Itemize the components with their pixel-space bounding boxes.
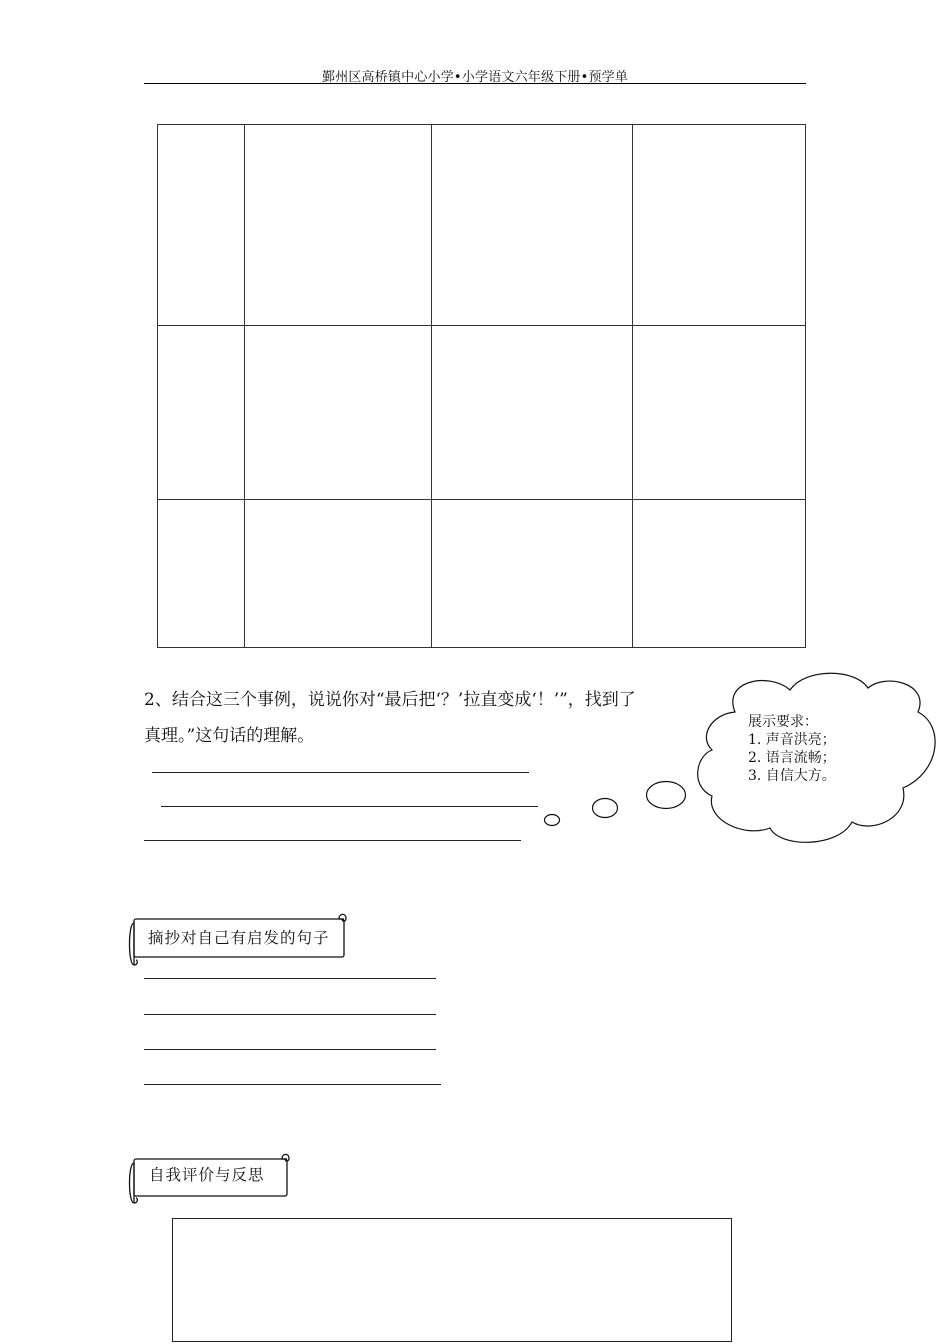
thought-dot-medium — [593, 799, 618, 818]
excerpt-line[interactable] — [144, 978, 436, 979]
reflection-box[interactable] — [172, 1218, 732, 1342]
question-2-line-2: 真理。”这句话的理解。 — [144, 726, 315, 746]
reflection-section-label: 自我评价与反思 — [149, 1166, 265, 1184]
excerpt-line[interactable] — [144, 1014, 436, 1015]
excerpt-section-label: 摘抄对自己有启发的句子 — [148, 929, 330, 947]
thought-dot-large — [647, 782, 686, 809]
thought-dot-small — [545, 815, 560, 826]
page-header: 鄞州区高桥镇中心小学•小学语文六年级下册•预学单 — [321, 70, 629, 85]
bubble-content — [748, 713, 836, 785]
bubble-item: 3. 自信大方。 — [748, 768, 836, 784]
bubble-item: 2. 语言流畅； — [748, 750, 836, 766]
bubble-heading: 展示要求： — [748, 714, 818, 730]
bubble-item: 1. 声音洪亮； — [748, 732, 836, 748]
question-2-line-1: 2、结合这三个事例，说说你对“最后把‘？’拉直变成‘！’”，找到了 — [144, 690, 636, 710]
excerpt-line[interactable] — [144, 1084, 441, 1085]
excerpt-line[interactable] — [144, 1049, 436, 1050]
